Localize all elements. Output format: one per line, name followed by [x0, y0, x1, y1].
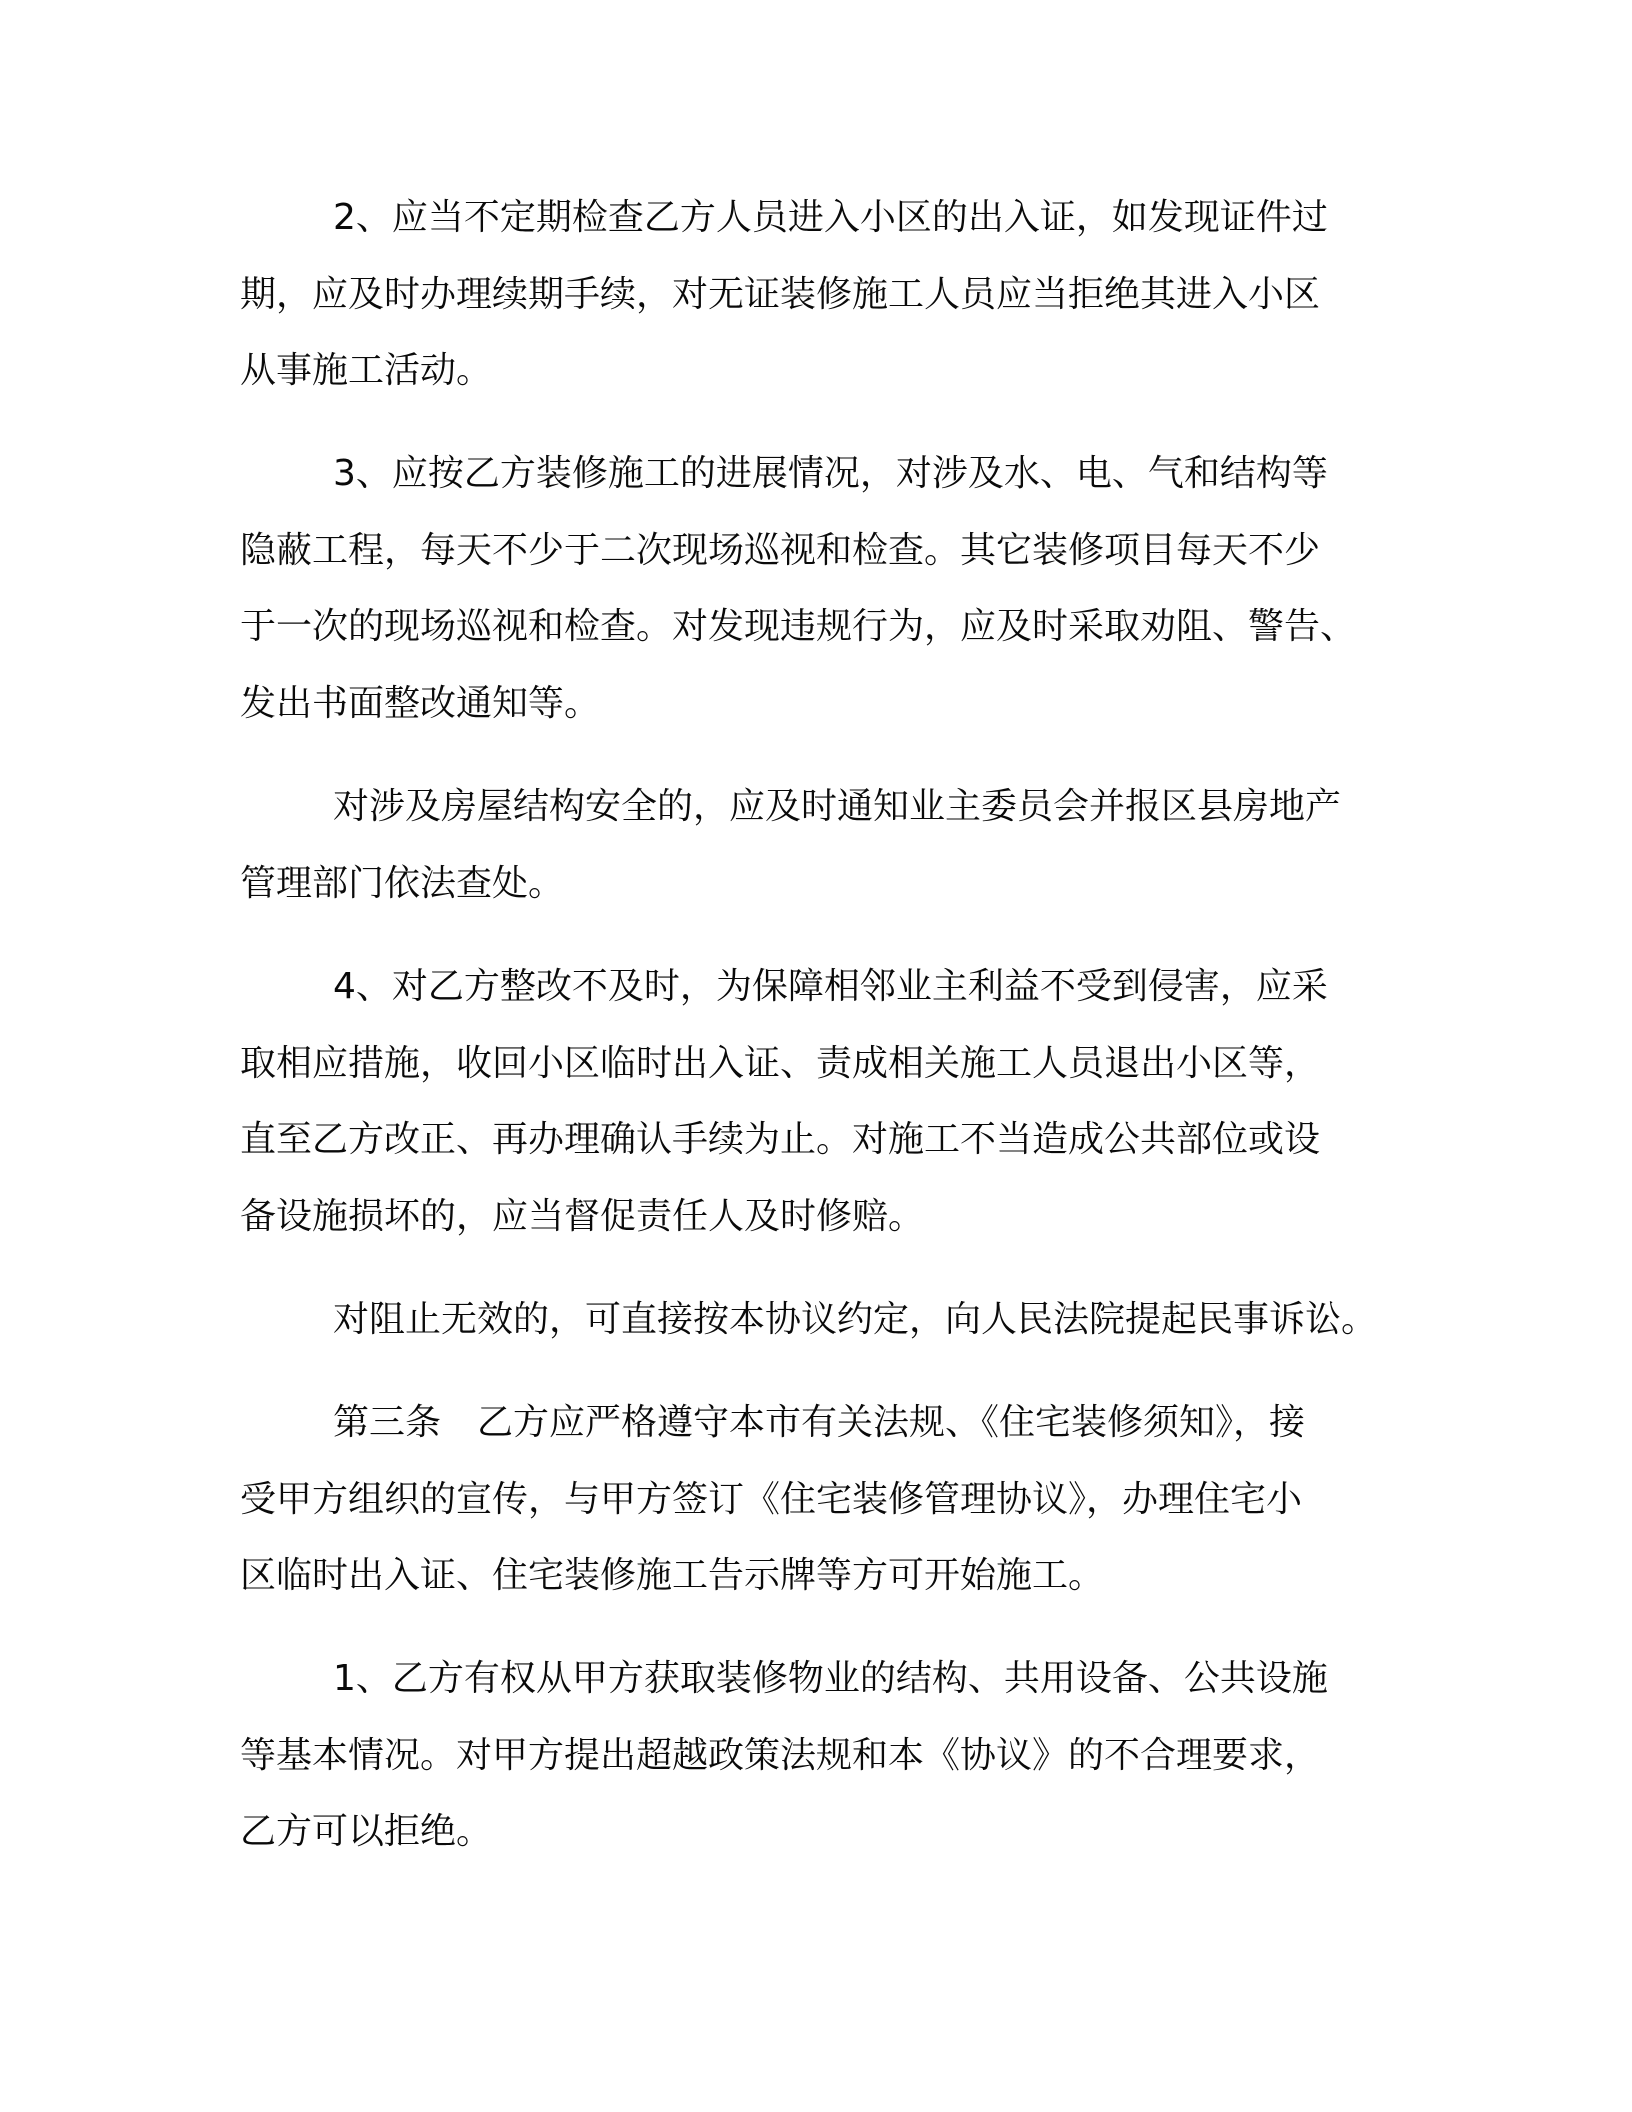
text-line: 隐蔽工程，每天不少于二次现场巡视和检查。其它装修项目每天不少 [240, 530, 1321, 571]
text-line: 1、乙方有权从甲方获取装修物业的结构、共用设备、公共设施 [333, 1658, 1328, 1699]
text-line: 管理部门依法查处。 [240, 863, 565, 904]
text-line: 等基本情况。对甲方提出超越政策法规和本《协议》的不合理要求， [240, 1735, 1321, 1776]
text-line: 3、应按乙方装修施工的进展情况，对涉及水、电、气和结构等 [333, 453, 1328, 494]
text-line: 区临时出入证、住宅装修施工告示牌等方可开始施工。 [240, 1555, 1105, 1596]
text-line: 从事施工活动。 [240, 350, 493, 391]
text-line: 2、应当不定期检查乙方人员进入小区的出入证，如发现证件过 [333, 197, 1328, 238]
text-line: 对阻止无效的，可直接按本协议约定，向人民法院提起民事诉讼。 [333, 1299, 1378, 1340]
text-line: 受甲方组织的宣传，与甲方签订《住宅装修管理协议》，办理住宅小 [240, 1479, 1303, 1520]
text-line: 乙方可以拒绝。 [240, 1811, 493, 1852]
text-line: 对涉及房屋结构安全的，应及时通知业主委员会并报区县房地产 [333, 786, 1342, 827]
text-line: 备设施损坏的，应当督促责任人及时修赔。 [240, 1196, 925, 1237]
text-line: 取相应措施，收回小区临时出入证、责成相关施工人员退出小区等， [240, 1043, 1321, 1084]
text-line: 于一次的现场巡视和检查。对发现违规行为，应及时采取劝阻、警告、 [240, 606, 1357, 647]
text-line: 期，应及时办理续期手续，对无证装修施工人员应当拒绝其进入小区 [240, 274, 1321, 315]
text-line: 4、对乙方整改不及时，为保障相邻业主利益不受到侵害，应采 [333, 966, 1328, 1007]
text-line: 直至乙方改正、再办理确认手续为止。对施工不当造成公共部位或设 [240, 1119, 1321, 1160]
text-line: 第三条 乙方应严格遵守本市有关法规、《住宅装修须知》，接 [333, 1402, 1306, 1443]
text-line: 发出书面整改通知等。 [240, 683, 601, 724]
